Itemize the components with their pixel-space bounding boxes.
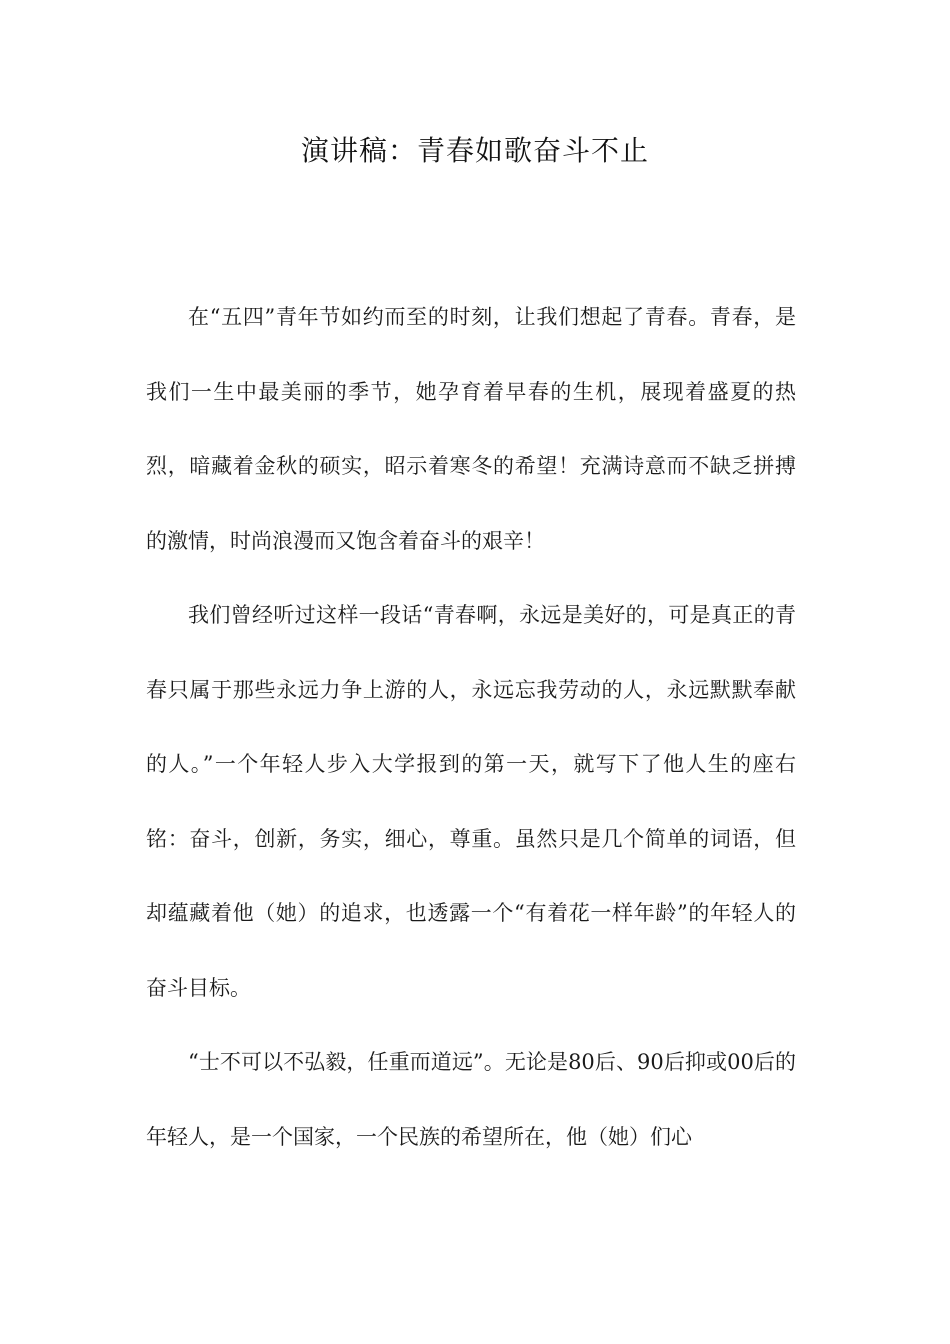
document-body — [146, 280, 796, 1174]
paragraph-1: 在“五四”青年节如约而至的时刻，让我们想起了青春。青春，是我们一生中最美丽的季节，她孕育着早春的生机，展现着盛夏的热烈，暗藏着金秋的硕实，昭示着寒冬的希望！充满诗意而不缺乏拼搏的激情，时尚浪漫而又饱含着奋斗的艰辛！ — [146, 305, 796, 553]
paragraph-2: 我们曾经听过这样一段话“青春啊，永远是美好的，可是真正的青春只属于那些永远力争上游的人，永远忘我劳动的人，永远默默奉献的人。”一个年轻人步入大学报到的第一天，就写下了他人生的座右铭：奋斗，创新，务实，细心，尊重。虽然只是几个简单的词语，但却蕴藏着他（她）的追求，也透露一个“有着花一样年龄”的年轻人的奋斗目标。 — [146, 603, 796, 1000]
document-title: 演讲稿：青春如歌奋斗不止 — [300, 134, 649, 167]
paragraph-3: “士不可以不弘毅，任重而道远”。无论是80后、90后抑或00后的年轻人，是一个国家，一个民族的希望所在，他（她）们心 — [146, 1050, 796, 1149]
